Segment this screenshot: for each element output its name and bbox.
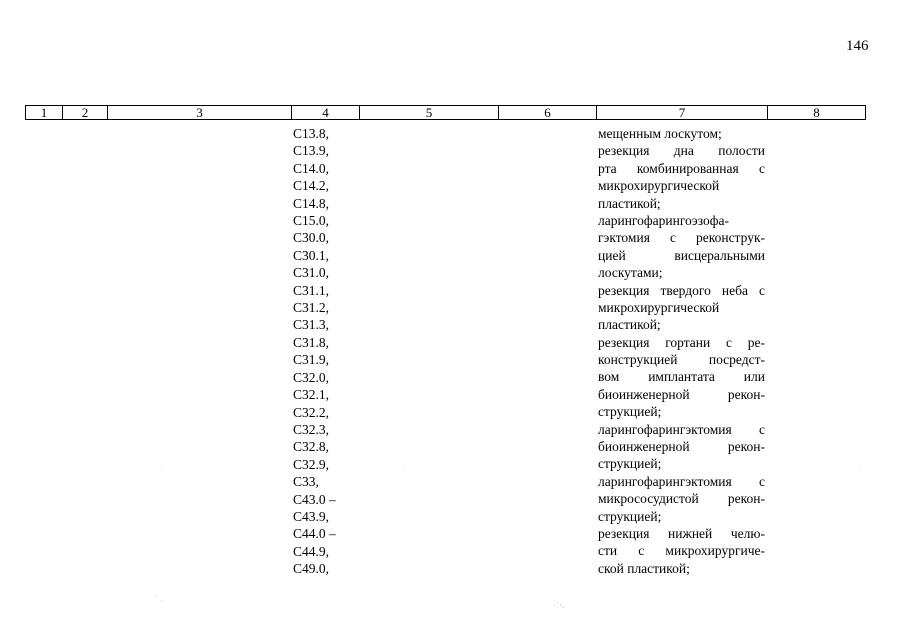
description-line: конструкцией посредст- [598,352,765,368]
scan-speck: ‾ · [155,596,164,606]
diagnosis-code: C44.9, [293,543,330,559]
column-header-5: 5 [360,106,499,120]
diagnosis-code: C31.3, [293,317,330,333]
scan-speck: · [160,462,163,472]
diagnosis-code: C13.9, [293,143,330,159]
header-row [26,106,866,120]
description-line: резекция твердого неба с [598,282,765,298]
description-line: ларингофарингоэзофа- [598,212,729,228]
diagnosis-code: C31.8, [293,334,330,350]
description-line: микрососудистой рекон- [598,491,765,507]
column-header-3: 3 [108,106,292,120]
description-line: биоинженерной рекон- [598,386,765,402]
diagnosis-code: C15.0, [293,213,330,229]
description-line: пластикой; [598,317,661,333]
description-line: вом имплантата или [598,369,765,385]
column-header-7: 7 [597,106,768,120]
diagnosis-code: C32.9, [293,456,330,472]
page-number: 146 [846,38,869,54]
scan-speck: · [403,462,406,472]
description-line: ларингофарингэктомия с [598,421,765,437]
description-line: лоскутами; [598,265,663,281]
column-header-4: 4 [292,106,360,120]
diagnosis-code: C32.3, [293,421,330,437]
description-line: сти с микрохирургиче- [598,543,765,559]
diagnosis-code: C33, [293,474,319,490]
column-header-2: 2 [63,106,108,120]
diagnosis-code: C13.8, [293,126,330,141]
description-line: резекция нижней челю- [598,525,765,541]
diagnosis-code: C31.0, [293,265,330,281]
description-line: ларингофарингэктомия с [598,473,765,489]
diagnosis-code: C44.0 – [293,526,336,542]
diagnosis-code: C32.2, [293,404,330,420]
column-header-1: 1 [26,106,63,120]
scan-speck: ·˙·. [553,600,565,610]
diagnosis-code: C31.1, [293,282,330,298]
description-line: резекция дна полости [598,143,765,159]
diagnosis-code: C31.9, [293,352,330,368]
diagnosis-code: C49.0, [293,561,330,577]
diagnosis-code: C30.1, [293,247,330,263]
diagnosis-code: C14.8, [293,195,330,211]
treatment-description-column [598,125,765,577]
diagnosis-code: C43.0 – [293,491,336,507]
description-line: мещенным лоскутом; [598,126,722,141]
diagnosis-code: C43.9, [293,508,330,524]
description-line: цией висцеральными [598,247,765,263]
diagnosis-code: C32.8, [293,439,330,455]
description-line: микрохирургической [598,178,720,194]
description-line: струкцией; [598,404,662,420]
diagnosis-code: C32.0, [293,369,330,385]
diagnosis-code: C14.0, [293,160,330,176]
column-number-header [25,105,866,120]
diagnosis-code: C32.1, [293,387,330,403]
column-header-8: 8 [768,106,866,120]
description-line: микрохирургической [598,299,720,315]
description-line: струкцией; [598,508,662,524]
description-line: рта комбинированная с [598,160,765,176]
diagnosis-code: C31.2, [293,300,330,316]
description-line: струкцией; [598,456,662,472]
description-line: ской пластикой; [598,560,690,576]
column-header-6: 6 [499,106,597,120]
scan-speck: · [858,462,861,472]
description-line: резекция гортани с ре- [598,334,765,350]
description-line: пластикой; [598,195,661,211]
diagnosis-code: C14.2, [293,178,330,194]
description-line: биоинженерной рекон- [598,439,765,455]
description-line: гэктомия с реконструк- [598,230,765,246]
diagnosis-code: C30.0, [293,230,330,246]
diagnosis-code-column [293,125,336,578]
